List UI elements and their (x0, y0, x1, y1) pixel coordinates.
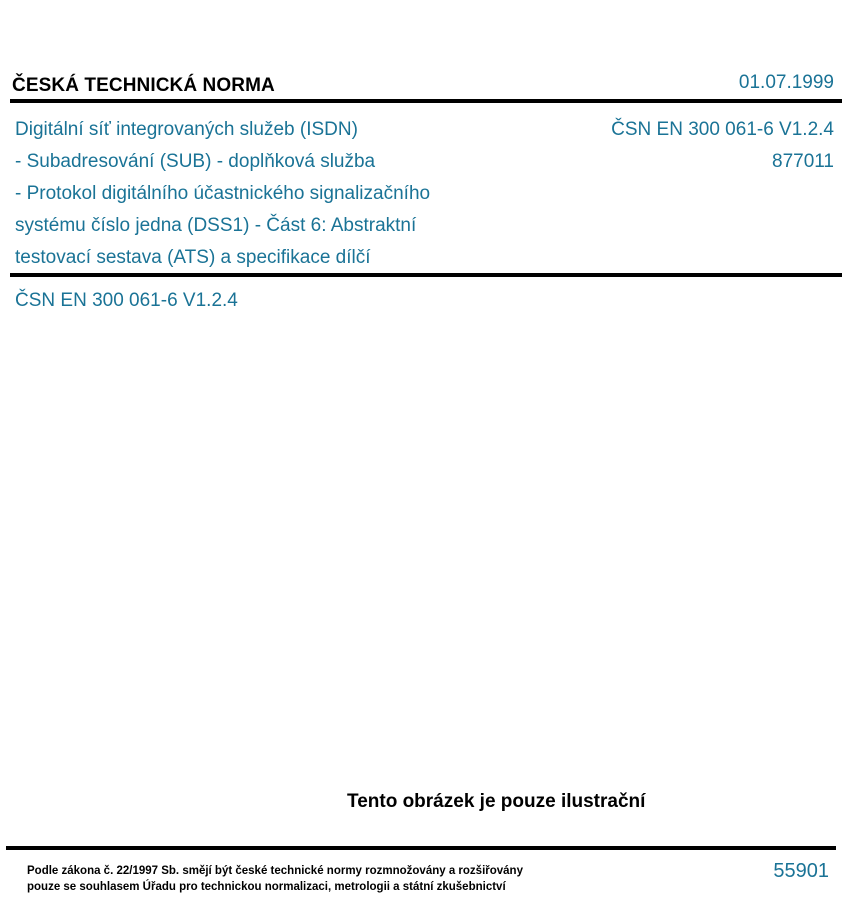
issue-date: 01.07.1999 (738, 72, 834, 93)
subject-line: systému číslo jedna (DSS1) - Část 6: Abstraktní (15, 215, 417, 236)
footer-rule (6, 846, 836, 850)
standard-subject (15, 114, 535, 274)
subject-line: - Protokol digitálního účastnického signalizačního (15, 183, 431, 204)
legal-line: pouze se souhlasem Úřadu pro technickou normalizaci, metrologii a státní zkušebnictví (27, 881, 506, 893)
catalog-number: 55901 (773, 860, 829, 882)
standard-designation-repeat: ČSN EN 300 061-6 V1.2.4 (15, 290, 238, 311)
legal-notice (27, 863, 523, 895)
classification-code: 877011 (772, 151, 834, 172)
header-rule (10, 99, 842, 103)
illustration-notice: Tento obrázek je pouze ilustrační (347, 791, 646, 812)
subject-rule (10, 273, 842, 277)
standard-designation: ČSN EN 300 061-6 V1.2.4 (611, 119, 834, 140)
document-type-title: ČESKÁ TECHNICKÁ NORMA (12, 75, 275, 96)
subject-line: testovací sestava (ATS) a specifikace dílčí (15, 247, 371, 268)
subject-line: Digitální síť integrovaných služeb (ISDN) (15, 119, 358, 140)
subject-line: - Subadresování (SUB) - doplňková služba (15, 151, 376, 172)
legal-line: Podle zákona č. 22/1997 Sb. smějí být české technické normy rozmnožovány a rozšiřovány (27, 865, 523, 877)
